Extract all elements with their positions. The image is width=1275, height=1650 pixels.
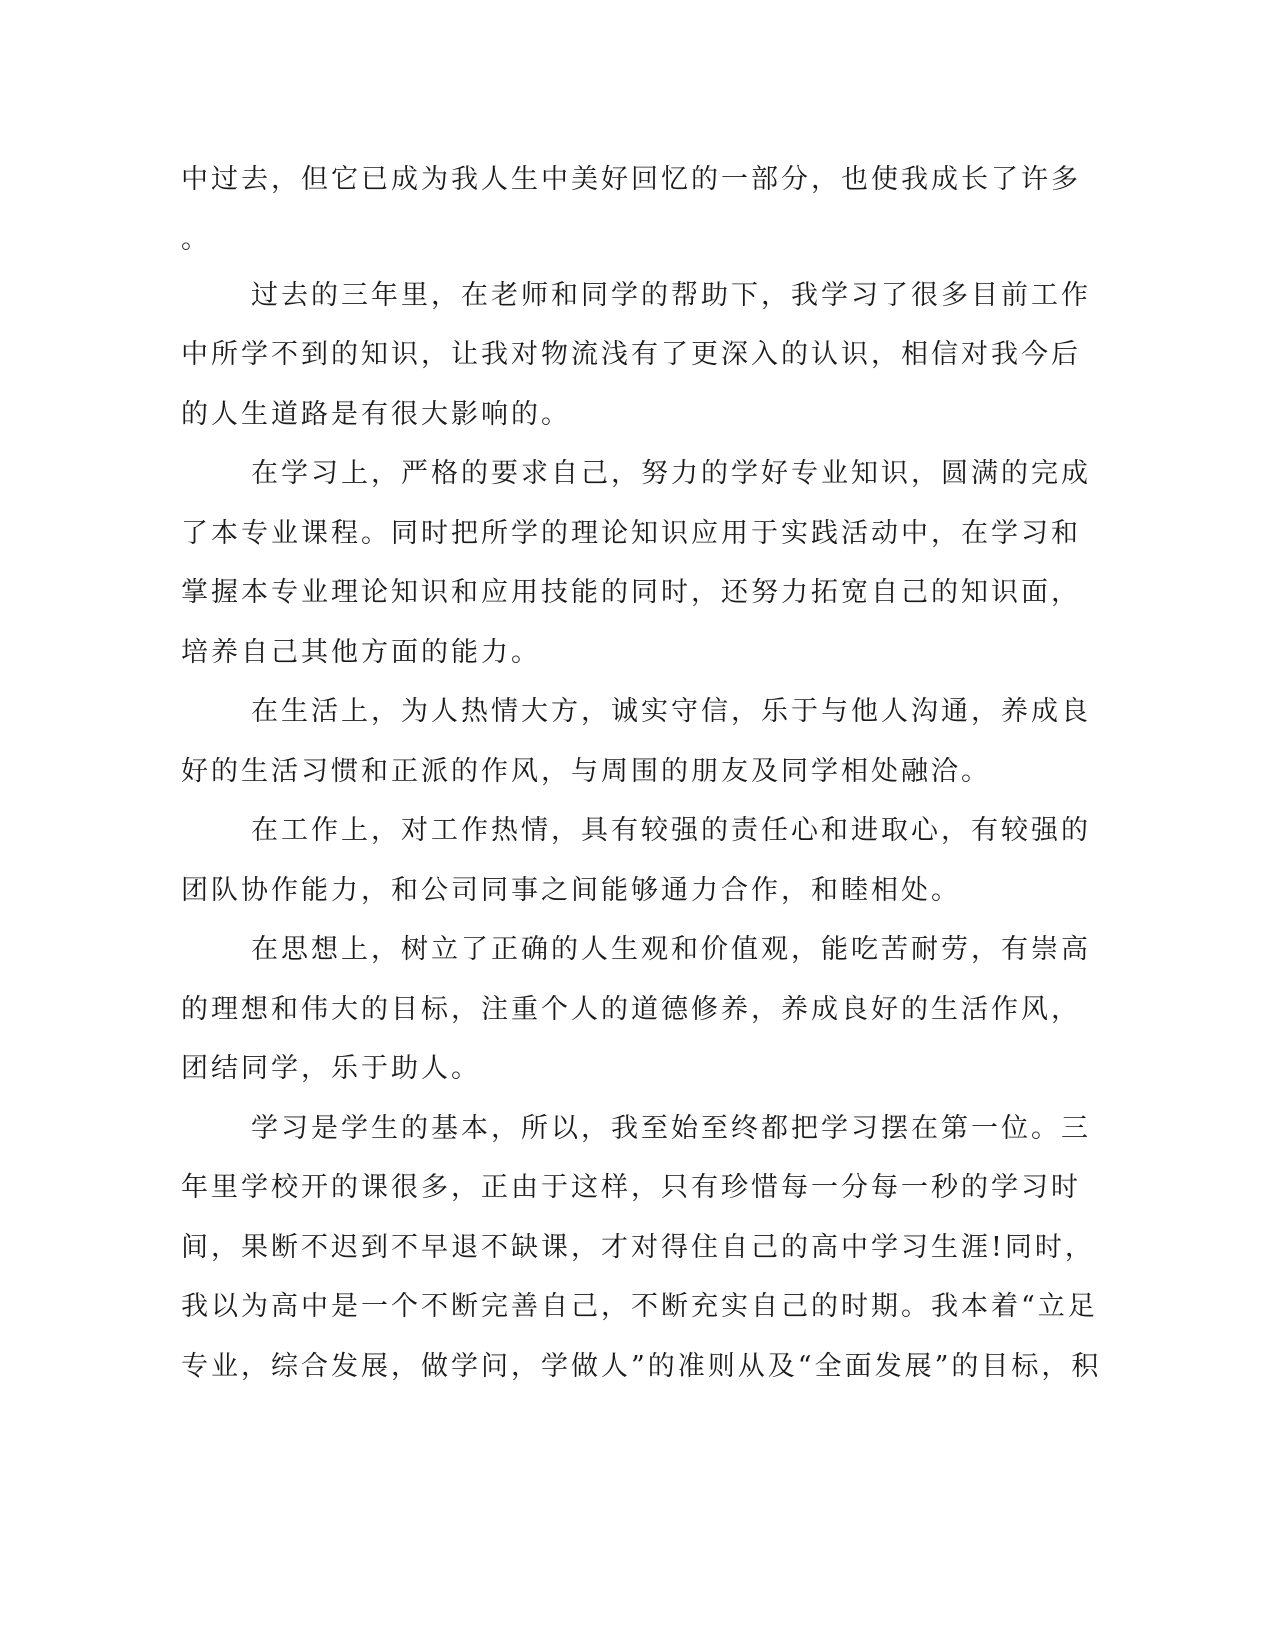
- text-line: 团队协作能力，和公司同事之间能够通力合作，和睦相处。: [181, 874, 961, 906]
- text-line: 中所学不到的知识，让我对物流浅有了更深入的认识，相信对我今后: [181, 339, 1081, 370]
- text-line: 培养自己其他方面的能力。: [181, 636, 541, 668]
- text-line: 的人生道路是有很大影响的。: [181, 398, 571, 430]
- text-line: 专业，综合发展，做学问，学做人”的准则从及“全面发展”的目标，积: [181, 1350, 1102, 1382]
- text-line: 我以为高中是一个不断完善自己，不断充实自己的时期。我本着“立足: [181, 1291, 1098, 1322]
- text-line: 团结同学，乐于助人。: [181, 1053, 481, 1084]
- text-line: 掌握本专业理论知识和应用技能的同时，还努力拓宽自己的知识面，: [181, 577, 1081, 608]
- paragraph-first-line: 学习是学生的基本，所以，我至始至终都把学习摆在第一位。三: [251, 1112, 1091, 1144]
- text-line: 的理想和伟大的目标，注重个人的道德修养，养成良好的生活作风，: [181, 993, 1081, 1025]
- text-line: 。: [181, 223, 211, 255]
- text-line: 好的生活习惯和正派的作风，与周围的朋友及同学相处融洽。: [181, 755, 991, 787]
- text-line: 年里学校开的课很多，正由于这样，只有珍惜每一分每一秒的学习时: [181, 1172, 1081, 1203]
- text-line: 中过去，但它已成为我人生中美好回忆的一部分，也使我成长了许多: [181, 164, 1081, 195]
- paragraph-first-line: 过去的三年里，在老师和同学的帮助下，我学习了很多目前工作: [251, 279, 1091, 311]
- paragraph-first-line: 在工作上，对工作热情，具有较强的责任心和进取心，有较强的: [251, 815, 1091, 846]
- paragraph-first-line: 在生活上，为人热情大方，诚实守信，乐于与他人沟通，养成良: [251, 696, 1091, 727]
- document-body: [181, 158, 1102, 1404]
- text-line: 间，果断不迟到不早退不缺课，才对得住自己的高中学习生涯!同时，: [181, 1231, 1095, 1263]
- text-line: 了本专业课程。同时把所学的理论知识应用于实践活动中，在学习和: [181, 517, 1081, 549]
- paragraph-first-line: 在思想上，树立了正确的人生观和价值观，能吃苦耐劳，有崇高: [251, 934, 1091, 965]
- paragraph-first-line: 在学习上，严格的要求自己，努力的学好专业知识，圆满的完成: [251, 458, 1091, 489]
